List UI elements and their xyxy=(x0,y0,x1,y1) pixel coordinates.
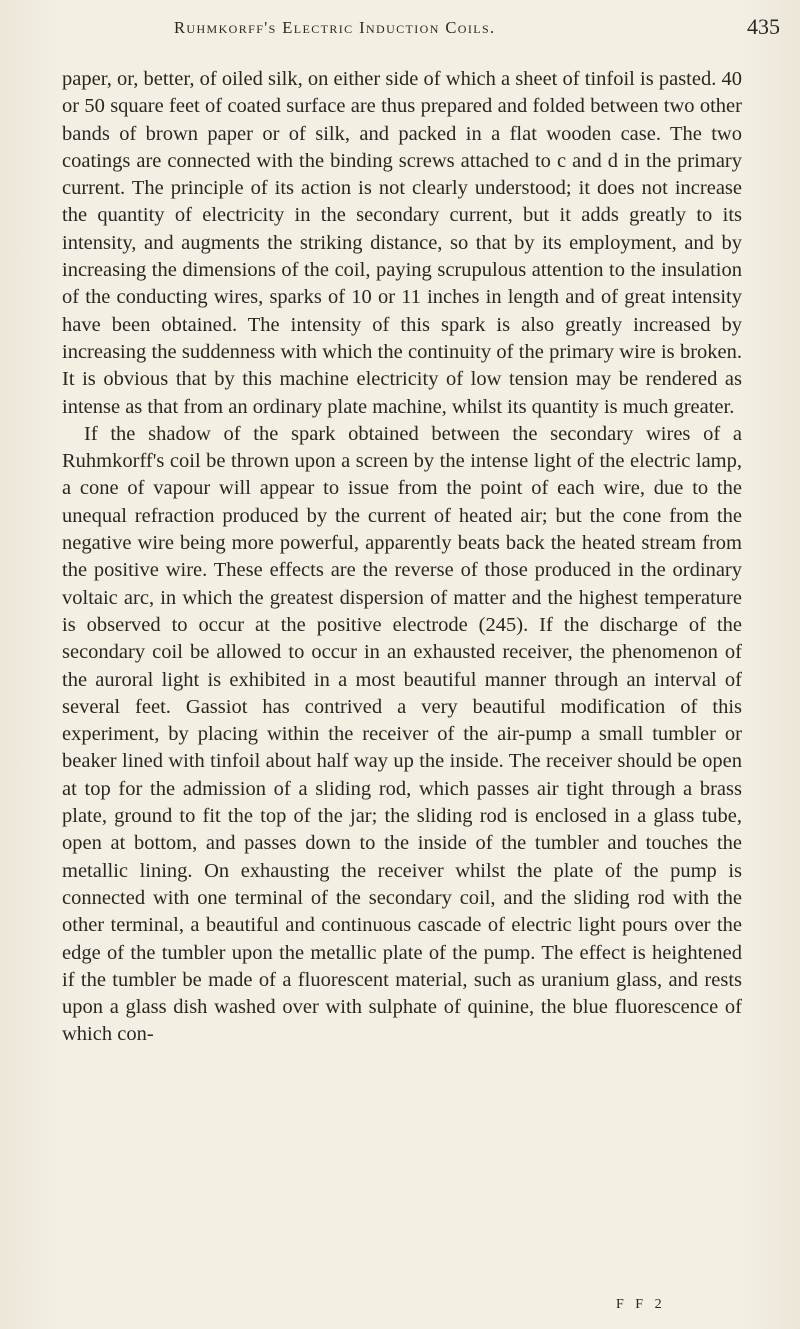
paragraph-shadow-of-spark: If the shadow of the spark obtained between the secondary wires of a Ruhmkorff's coil be thrown upon a screen by the intense light of the electric lamp, a cone of vapour will appear to issue from the point of each wire, due to the unequal refraction produced by the current of heated air; but the cone from the negative wire being more powerful, apparently beats back the heated stream from the positive wire. These effects are the reverse of those produced in the ordinary voltaic arc, in which the greatest dispersion of matter and the highest temperature is observed to occur at the positive electrode (245). If the discharge of the secondary coil be allowed to occur in an exhausted receiver, the phenomenon of the auroral light is exhibited in a most beautiful manner through an interval of several feet. Gassiot has contrived a very beautiful modification of this experiment, by placing within the receiver of the air-pump a small tumbler or beaker lined with tinfoil about half way up the inside. The receiver should be open at top for the admission of a sliding rod, which passes air tight through a brass plate, ground to fit the top of the jar; the sliding rod is enclosed in a glass tube, open at bottom, and passes down to the inside of the tumbler and touches the metallic lining. On exhausting the receiver whilst the plate of the pump is connected with one terminal of the secondary coil, and the sliding rod with the other terminal, a beautiful and continuous cascade of electric light pours over the edge of the tumbler upon the metallic plate of the pump. The effect is heightened if the tumbler be made of a fluorescent material, such as uranium glass, and rests upon a glass dish washed over with sulphate of quinine, the blue fluorescence of which con- xyxy=(62,422,742,1046)
paragraph-continued: paper, or, better, of oiled silk, on either side of which a sheet of tinfoil is pasted. 40 or 50 square feet of coated surface are thus prepared and folded between two other bands of brown paper or of silk, and packed in a flat wooden case. The two coatings are connected with the binding screws attached to c and d in the primary current. The principle of its action is not clearly understood; it does not increase the quantity of electricity in the secondary current, but it adds greatly to its intensity, and augments the striking distance, so that by its employment, and by increasing the dimensions of the coil, paying scrupulous attention to the insulation of the conducting wires, sparks of 10 or 11 inches in length and of great intensity have been obtained. The intensity of this spark is also greatly increased by increasing the suddenness with which the continuity of the primary wire is broken. It is obvious that by this machine electricity of low tension may be rendered as intense as that from an ordinary plate machine, whilst its quantity is much greater. xyxy=(62,68,742,418)
running-title: Ruhmkorff's Electric Induction Coils. xyxy=(174,18,496,37)
body-text xyxy=(62,66,742,1049)
running-head xyxy=(62,14,782,42)
printer-signature-mark: F F 2 xyxy=(616,1297,666,1312)
page-number: 435 xyxy=(747,14,780,39)
